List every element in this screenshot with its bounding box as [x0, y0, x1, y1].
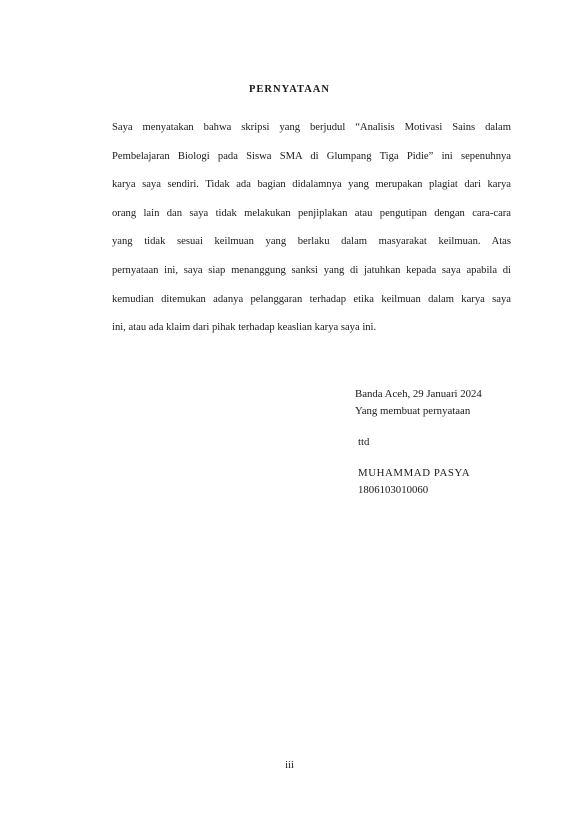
page-number: iii [285, 760, 294, 771]
signatory-name: MUHAMMAD PASYA [358, 467, 471, 479]
statement-line: ini, atau ada klaim dari pihak terhadap keaslian karya saya ini. [112, 322, 377, 334]
statement-line: pernyataan ini, saya siap menanggung sanksi yang di jatuhkan kepada saya apabila di [112, 264, 511, 276]
signature-place-date: Banda Aceh, 29 Januari 2024 [355, 388, 482, 400]
page-title: PERNYATAAN [249, 84, 330, 95]
statement-line: kemudian ditemukan adanya pelanggaran terhadap etika keilmuan dalam karya saya [112, 293, 511, 305]
statement-paragraph [112, 118, 511, 347]
statement-line: yang tidak sesuai keilmuan yang berlaku dalam masyarakat keilmuan. Atas [112, 236, 511, 248]
signature-mark: ttd [358, 436, 370, 448]
signature-role: Yang membuat pernyataan [355, 405, 471, 417]
statement-line: Saya menyatakan bahwa skripsi yang berjudul “Analisis Motivasi Sains dalam [112, 122, 511, 133]
student-id: 1806103010060 [358, 484, 429, 496]
statement-line: orang lain dan saya tidak melakukan penjiplakan atau pengutipan dengan cara-cara [112, 207, 511, 219]
statement-line: karya saya sendiri. Tidak ada bagian didalamnya yang merupakan plagiat dari karya [112, 179, 511, 191]
statement-line: Pembelajaran Biologi pada Siswa SMA di Glumpang Tiga Pidie” ini sepenuhnya [112, 150, 511, 162]
